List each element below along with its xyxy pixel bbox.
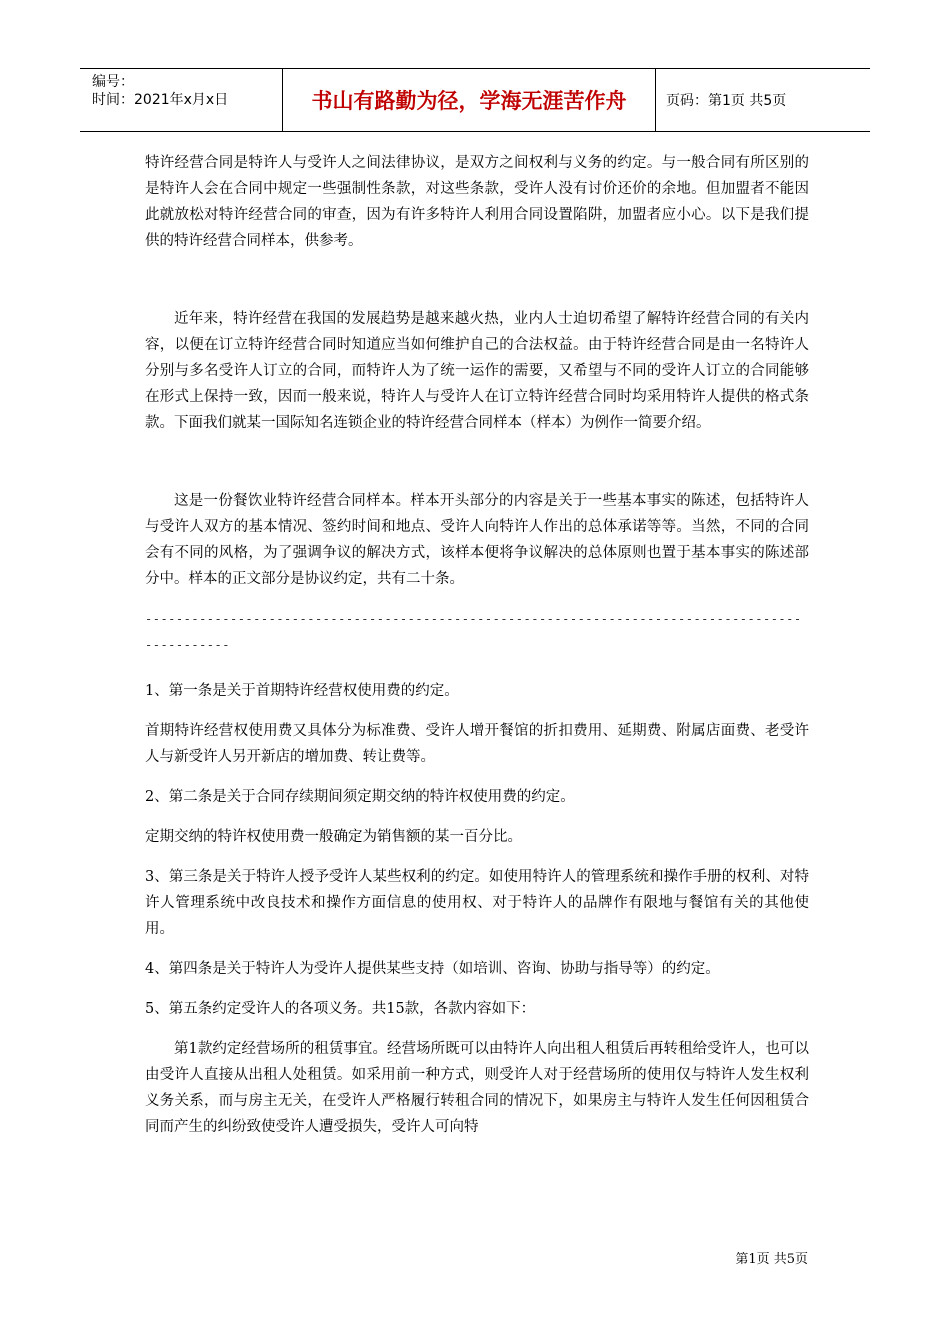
document-body [145, 150, 809, 1140]
intro-paragraph: 特许经营合同是特许人与受许人之间法律协议，是双方之间权利与义务的约定。与一般合同有所区别的是特许人会在合同中规定一些强制性条款，对这些条款，受许人没有讨价还价的余地。但加盟者不能因此就放松对特许经营合同的审查，因为有许多特许人利用合同设置陷阱，加盟者应小心。以下是我们提供的特许经营合同样本，供参考。 [145, 155, 809, 249]
article-1-detail: 首期特许经营权使用费又具体分为标准费、受许人增开餐馆的折扣费用、延期费、附属店面费、老受许人与新受许人另开新店的增加费、转让费等。 [145, 723, 809, 765]
article-2-heading: 2、第二条是关于合同存续期间须定期交纳的特许权使用费的约定。 [145, 789, 575, 805]
number-label: 编号： [92, 74, 134, 90]
background-paragraph: 近年来，特许经营在我国的发展趋势是越来越火热，业内人士迫切希望了解特许经营合同的有关内容，以便在订立特许经营合同时知道应当如何维护自己的合法权益。由于特许经营合同是由一名特许人分别与多名受许人订立的合同，而特许人为了统一运作的需要，又希望与不同的受许人订立的合同能够在形式上保持一致，因而一般来说，特许人与受许人在订立特许经营合同时均采用特许人提供的格式条款。下面我们就某一国际知名连锁企业的特许经营合同样本（样本）为例作一简要介绍。 [145, 311, 809, 431]
time-label: 时间：2021年x月x日 [92, 92, 229, 108]
article-5-clause-1: 第1款约定经营场所的租赁事宜。经营场所既可以由特许人向出租人租赁后再转租给受许人，也可以由受许人直接从出租人处租赁。如采用前一种方式，则受许人对于经营场所的使用仅与特许人发生权利义务关系，而与房主无关，在受许人严格履行转租合同的情况下，如果房主与特许人发生任何因租赁合同而产生的纠纷致使受许人遭受损失，受许人可向特 [145, 1041, 809, 1135]
page-footer: 第1页 共5页 [735, 1252, 808, 1267]
article-3: 3、第三条是关于特许人授予受许人某些权利的约定。如使用特许人的管理系统和操作手册的权利、对特许人管理系统中改良技术和操作方面信息的使用权、对于特许人的品牌作有限地与餐馆有关的其他使用。 [145, 869, 809, 937]
header-motto: 书山有路勤为径，学海无涯苦作舟 [282, 69, 656, 131]
header-page-info: 页码：第1页 共5页 [666, 93, 787, 109]
separator-line: ------------------------------------------------------------------------------------------------ [145, 612, 802, 652]
article-1-heading: 1、第一条是关于首期特许经营权使用费的约定。 [145, 683, 459, 699]
header-meta [80, 69, 280, 131]
sample-overview-paragraph: 这是一份餐饮业特许经营合同样本。样本开头部分的内容是关于一些基本事实的陈述，包括特许人与受许人双方的基本情况、签约时间和地点、受许人向特许人作出的总体承诺等等。当然，不同的合同会有不同的风格，为了强调争议的解决方式，该样本便将争议解决的总体原则也置于基本事实的陈述部分中。样本的正文部分是协议约定，共有二十条。 [145, 493, 809, 587]
article-4: 4、第四条是关于特许人为受许人提供某些支持（如培训、咨询、协助与指导等）的约定。 [145, 961, 720, 977]
article-2-detail: 定期交纳的特许权使用费一般确定为销售额的某一百分比。 [145, 829, 522, 845]
article-5-heading: 5、第五条约定受许人的各项义务。共15款，各款内容如下： [145, 1001, 536, 1017]
page-header [80, 68, 870, 132]
